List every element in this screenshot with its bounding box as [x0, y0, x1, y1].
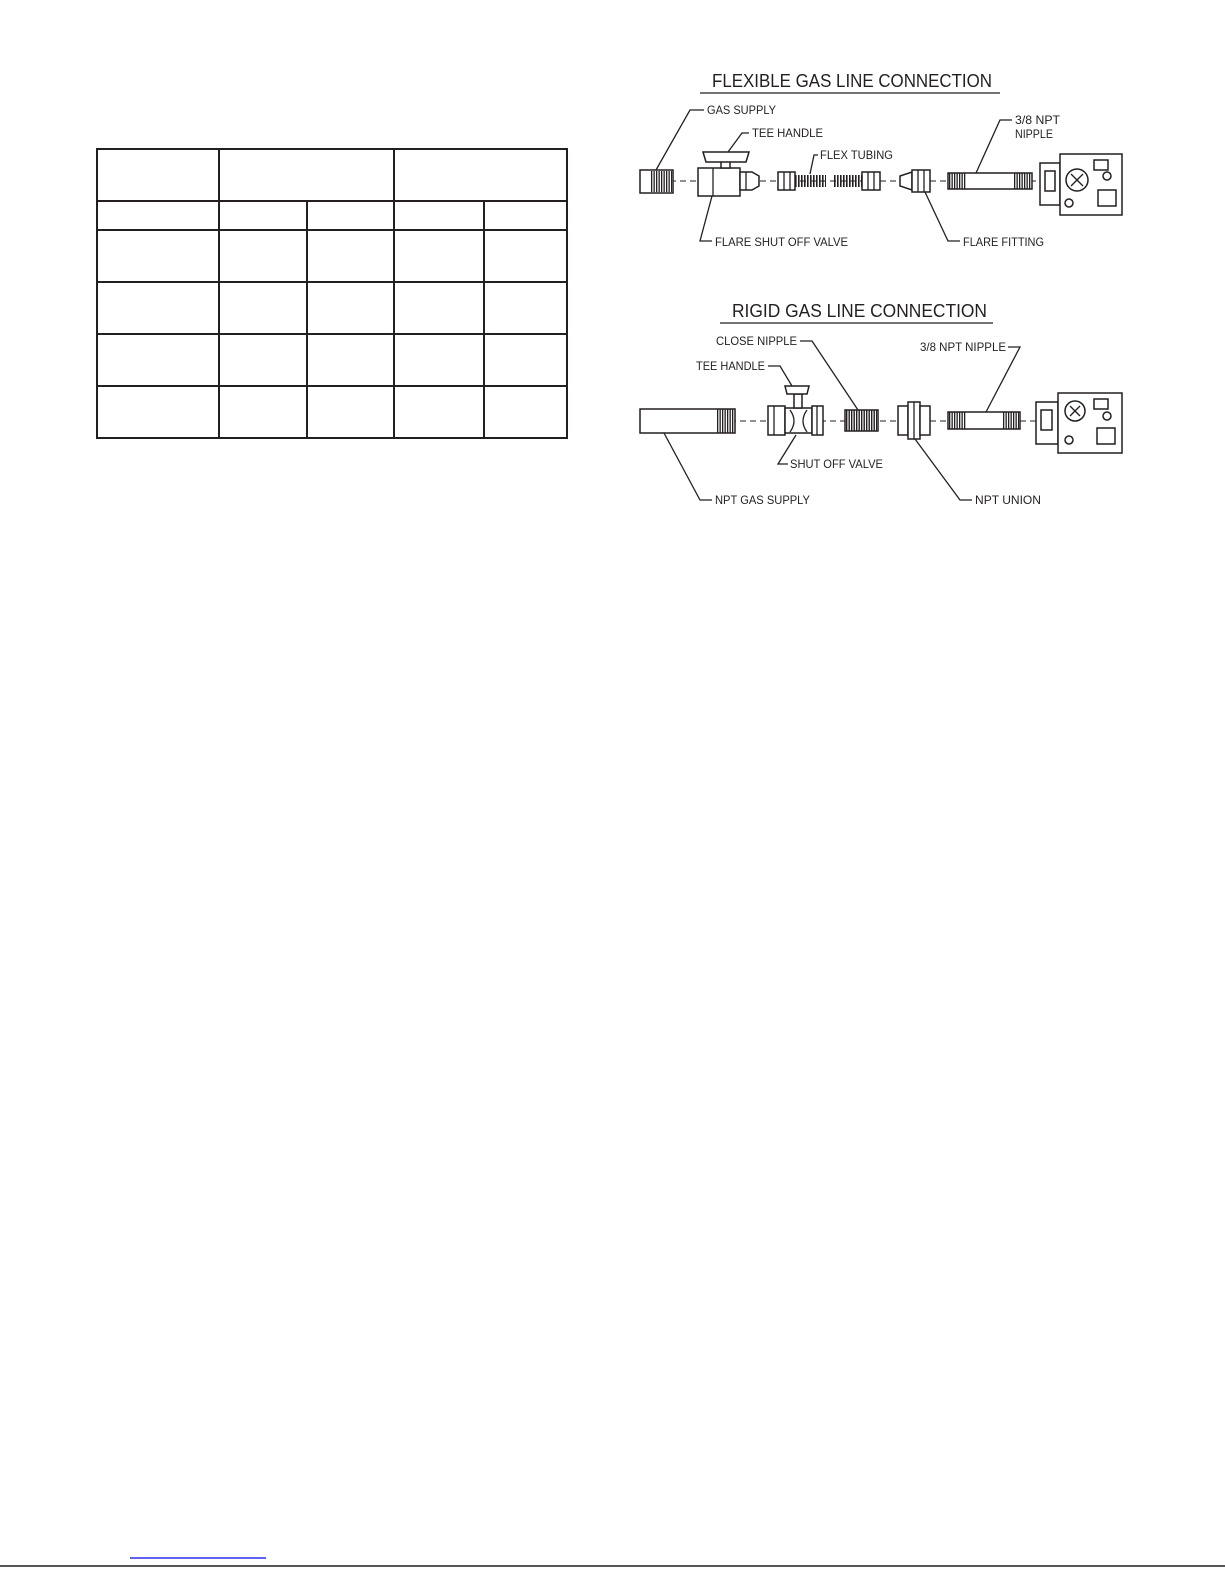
- nipple-label-line2: NIPPLE: [1015, 127, 1053, 141]
- close-nipple-label: CLOSE NIPPLE: [716, 334, 797, 348]
- rigid-npt-nipple: [948, 412, 1020, 429]
- flexible-connection-diagram: [640, 71, 1122, 249]
- flare-fitting-label: FLARE FITTING: [963, 235, 1044, 249]
- npt-union-label: NPT UNION: [975, 493, 1041, 507]
- rigid-gas-control-valve: [1036, 393, 1122, 453]
- flare-fitting: [900, 170, 930, 192]
- rigid-tee-handle-label: TEE HANDLE: [696, 359, 765, 373]
- flex-tubing-leader: [810, 155, 818, 174]
- shut-off-valve-label: SHUT OFF VALVE: [790, 457, 883, 471]
- flare-shut-off-valve-label: FLARE SHUT OFF VALVE: [715, 235, 848, 249]
- tee-handle-leader: [728, 133, 749, 152]
- gas-supply-leader: [656, 110, 704, 170]
- npt-gas-supply-label: NPT GAS SUPPLY: [715, 493, 810, 507]
- rigid-nipple-leader: [986, 347, 1020, 412]
- flare-shut-off-valve: [698, 152, 759, 196]
- shut-off-valve: [768, 386, 823, 435]
- flexible-diagram-title: FLEXIBLE GAS LINE CONNECTION: [712, 71, 992, 91]
- flex-tubing: [778, 172, 880, 190]
- rigid-tee-handle: [785, 386, 809, 394]
- rigid-tee-handle-leader: [768, 366, 792, 386]
- rigid-nipple-label: 3/8 NPT NIPPLE: [920, 340, 1006, 354]
- tee-handle-label: TEE HANDLE: [752, 126, 823, 140]
- gas-supply-label: GAS SUPPLY: [707, 103, 776, 117]
- close-nipple: [845, 410, 878, 431]
- npt-gas-supply-pipe: [640, 409, 735, 433]
- flare-fitting-leader: [925, 192, 960, 241]
- nipple-label-line1: 3/8 NPT: [1015, 113, 1061, 127]
- close-nipple-leader: [800, 341, 858, 410]
- flare-shut-off-valve-leader: [700, 196, 712, 241]
- npt-gas-supply-leader: [664, 433, 712, 500]
- npt-union: [898, 402, 930, 439]
- gas-control-valve: [1040, 154, 1122, 215]
- rigid-connection-diagram: [640, 301, 1122, 507]
- tee-handle: [703, 152, 749, 162]
- rigid-diagram-title: RIGID GAS LINE CONNECTION: [732, 301, 987, 321]
- npt-nipple: [948, 173, 1032, 189]
- gas-supply-fitting: [640, 170, 673, 193]
- flex-tubing-label: FLEX TUBING: [820, 148, 893, 162]
- nipple-leader: [976, 120, 1012, 173]
- npt-union-leader: [915, 439, 972, 500]
